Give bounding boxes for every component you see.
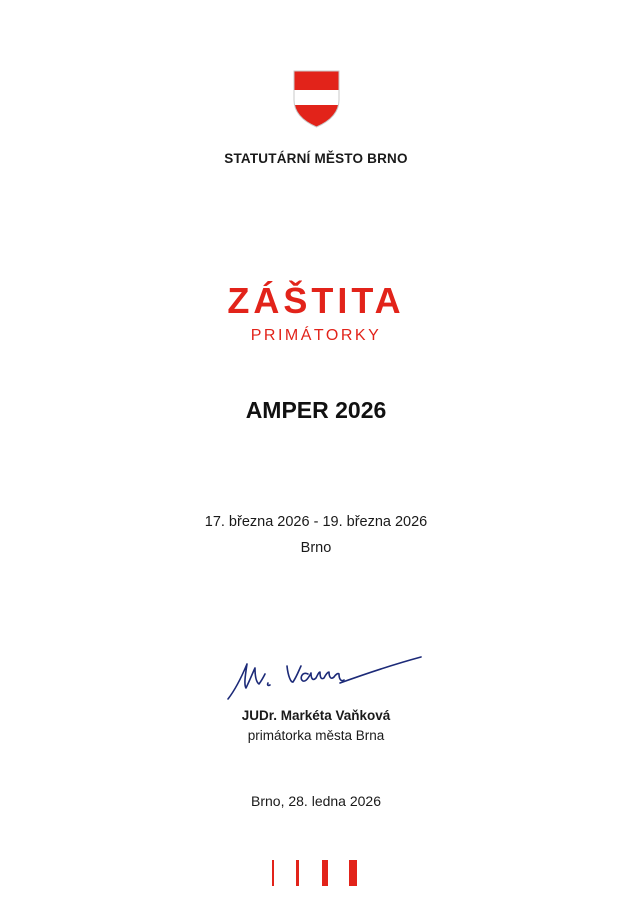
event-name: AMPER 2026 <box>245 397 387 423</box>
document-subtitle: PRIMÁTORKY <box>250 327 382 344</box>
brno-crest-icon <box>293 70 340 128</box>
signer-name: JUDr. Markéta Vaňková <box>241 708 391 723</box>
handwritten-signature <box>225 652 425 702</box>
signer-role: primátorka města Brna <box>247 728 385 743</box>
event-dates: 17. března 2026 - 19. března 2026 <box>204 514 428 530</box>
place-and-date: Brno, 28. ledna 2026 <box>251 793 381 809</box>
document-title: ZÁŠTITA <box>227 280 405 321</box>
city-name: STATUTÁRNÍ MĚSTO BRNO <box>224 151 408 166</box>
event-place: Brno <box>300 540 332 556</box>
brno-logo-bars-icon <box>272 860 362 886</box>
